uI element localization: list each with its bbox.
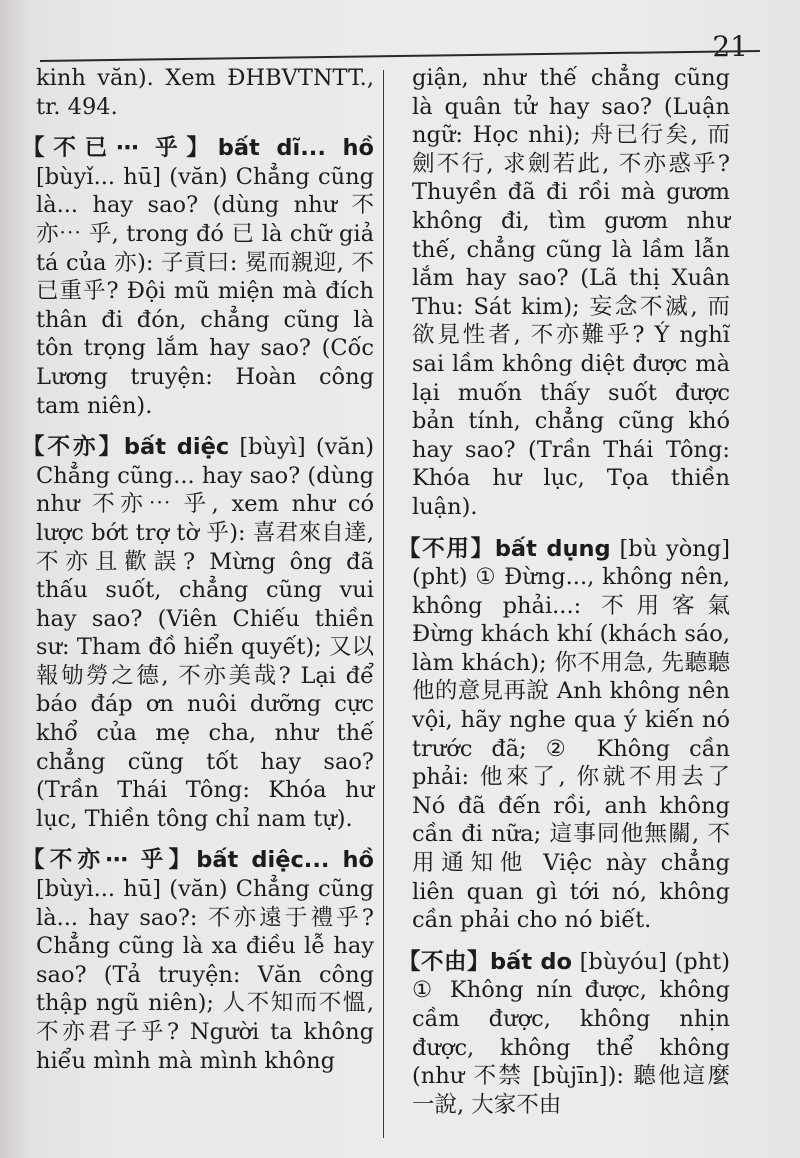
entry-headword: 【不由】bất do — [398, 948, 572, 975]
entry-headword: 【不亦】bất diệc — [22, 434, 230, 461]
left-column — [22, 64, 374, 1088]
entry-body: [bù yòng] (pht) ① Đừng..., không nên, không phải...: 不用客氣 Đừng khách khí (khách sáo, làm khách); 你不用急, 先聽聽他的意見再說 Anh không nên vội, hãy nghe qua ý kiến nó trước đã; ② Không cần phải: 他來了, 你就不用去了 Nó đã đến rồi, anh không cần đi nữa; 這事同他無關, 不用通知他 Việc này chẳng liên quan gì tới nó, không cần phải cho nó biết. — [412, 535, 730, 934]
entry-body: [bùyì] (văn) Chẳng cũng... hay sao? (dùng như 不亦⋯ 乎, xem như có lược bớt trợ tờ 乎): 喜君來自達, 不亦且歡誤? Mừng ông đã thấu suốt, chẳng cũng vui hay sao? (Viên Chiếu thiền sư: Tham đồ hiển quyết); 又以報劬勞之德, 不亦美哉? Lại để báo đáp ơn nuôi dưỡng cực khổ của mẹ cha, như thế chẳng cũng tốt hay sao? (Trần Thái Tông: Khóa hư lục, Thiền tông chỉ nam tự). — [36, 434, 375, 832]
entry-headword: 【不用】bất dụng — [398, 535, 611, 562]
page-number: 21 — [712, 30, 748, 63]
entry-continuation — [398, 64, 730, 522]
entry-headword: 【不已⋯ 乎】bất dĩ... hồ — [22, 135, 374, 162]
continuation-text: giận, như thế chẳng cũng là quân tử hay sao? (Luận ngữ: Học nhi); 舟已行矣, 而劍不行, 求劍若此, 不亦惑乎? Thuyền đã đi rồi mà gươm không đi, tìm gươm như thế, chẳng cũng là lầm lẫn lắm hay sao? (Lã thị Xuân Thu: Sát kim); 妄念不滅, 而欲見性者, 不亦難乎? Ý nghĩ sai lầm không diệt được mà lại muốn thấy suốt được bản tính, chẳng cũng khó hay sao? (Trần Thái Tông: Khóa hư lục, Tọa thiền luận). — [412, 65, 730, 520]
dictionary-entry — [398, 948, 730, 1120]
column-divider — [383, 70, 384, 1138]
dictionary-entry — [22, 433, 374, 833]
entry-body: [bùyóu] (pht) ① Không nín được, không cầm được, không nhịn được, không thể không (như 不禁 [bùjīn]): 聽他這麼一說, 大家不由 — [412, 948, 731, 1118]
dictionary-entry — [22, 846, 374, 1075]
entry-body: [bùyì... hū] (văn) Chẳng cũng là... hay sao?: 不亦遠于禮乎? Chẳng cũng là xa điều lễ hay sao? (Tả truyện: Văn công thập ngũ niên); 人不知而不慍, 不亦君子乎? Người ta không hiểu mình mà mình không — [36, 876, 374, 1074]
right-column — [398, 64, 730, 1132]
entry-continuation — [22, 64, 374, 121]
entry-body: [bùyǐ... hū] (văn) Chẳng cũng là... hay sao? (dùng như 不亦⋯ 乎, trong đó 已 là chữ giả tá của 亦): 子貢曰: 冕而親迎, 不已重乎? Đội mũ miện mà đích thân đi đón, chẳng cũng là tôn trọng lắm hay sao? (Cốc Lương truyện: Hoàn công tam niên). — [36, 163, 374, 419]
entry-headword: 【不亦⋯ 乎】bất diệc... hồ — [22, 847, 374, 874]
dictionary-entry — [22, 134, 374, 420]
dictionary-entry — [398, 535, 730, 935]
continuation-text: kinh văn). Xem ĐHBVTNTT., tr. 494. — [36, 65, 374, 120]
header-rule — [40, 50, 760, 62]
